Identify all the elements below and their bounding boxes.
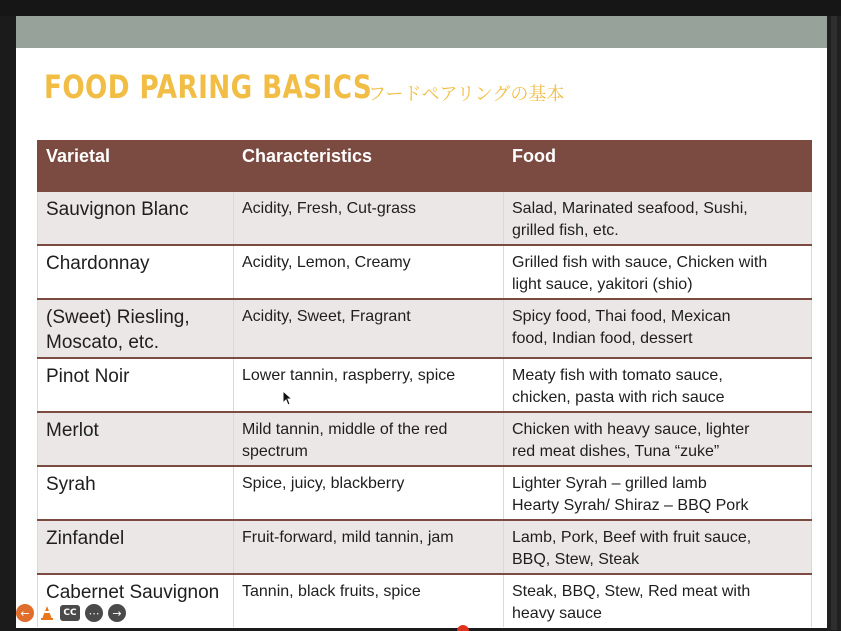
cone-icon[interactable] [39, 604, 55, 622]
characteristics-cell: Spice, juicy, blackberry [234, 466, 504, 520]
table-row [38, 358, 812, 412]
varietal-cell: Syrah [38, 466, 234, 520]
food-line: Spicy food, Thai food, Mexican [512, 308, 731, 325]
food-line: Hearty Syrah/ Shiraz – BBQ Pork [512, 497, 749, 514]
food-line: Salad, Marinated seafood, Sushi, [512, 200, 748, 217]
slide [16, 16, 827, 628]
food-cell [504, 191, 812, 245]
arrow-right-icon: → [112, 606, 122, 620]
varietal-cell: Zinfandel [38, 520, 234, 574]
next-slide-button[interactable] [108, 604, 126, 622]
pairing-table [37, 140, 812, 627]
characteristics-cell: Lower tannin, raspberry, spice [234, 358, 504, 412]
slide-title: FOOD PARING BASICS [44, 68, 373, 106]
header-food: Food [504, 140, 812, 191]
varietal-cell: Chardonnay [38, 245, 234, 299]
table-row [38, 520, 812, 574]
characteristics-cell: Fruit-forward, mild tannin, jam [234, 520, 504, 574]
scrollbar-thumb[interactable] [831, 16, 837, 630]
table-header-row [38, 140, 812, 191]
food-cell [504, 245, 812, 299]
table-row [38, 412, 812, 466]
arrow-left-icon: ← [20, 606, 30, 620]
food-line: chicken, pasta with rich sauce [512, 389, 725, 406]
more-icon: ⋯ [88, 606, 100, 620]
food-line: red meat dishes, Tuna “zuke” [512, 443, 720, 460]
header-varietal: Varietal [38, 140, 234, 191]
food-line: BBQ, Stew, Steak [512, 551, 640, 568]
previous-slide-button[interactable] [16, 604, 34, 622]
window-top-bar [0, 0, 841, 16]
characteristics-cell: Acidity, Sweet, Fragrant [234, 299, 504, 358]
table-row [38, 299, 812, 358]
slide-subtitle: フードペアリングの基本 [368, 84, 565, 105]
food-line: light sauce, yakitori (shio) [512, 276, 693, 293]
table-row [38, 191, 812, 245]
food-line: Chicken with heavy sauce, lighter [512, 421, 750, 438]
food-cell [504, 574, 812, 627]
varietal-cell: (Sweet) Riesling, Moscato, etc. [38, 299, 234, 358]
table-row [38, 245, 812, 299]
table-row [38, 574, 812, 627]
food-line: Lamb, Pork, Beef with fruit sauce, [512, 529, 752, 546]
slide-header-band [16, 16, 827, 48]
scrollbar[interactable] [827, 16, 841, 630]
food-line: heavy sauce [512, 605, 602, 622]
food-line: food, Indian food, dessert [512, 330, 693, 347]
player-controls [16, 602, 126, 624]
more-options-button[interactable] [85, 604, 103, 622]
characteristics-cell: Mild tannin, middle of the red spectrum [234, 412, 504, 466]
varietal-cell: Merlot [38, 412, 234, 466]
varietal-cell: Pinot Noir [38, 358, 234, 412]
food-line: Grilled fish with sauce, Chicken with [512, 254, 768, 271]
food-cell [504, 299, 812, 358]
food-cell [504, 412, 812, 466]
captions-button[interactable]: CC [60, 605, 80, 621]
food-cell [504, 520, 812, 574]
varietal-cell: Sauvignon Blanc [38, 191, 234, 245]
food-line: Lighter Syrah – grilled lamb [512, 475, 707, 492]
food-cell [504, 466, 812, 520]
characteristics-cell: Acidity, Fresh, Cut-grass [234, 191, 504, 245]
mouse-cursor-icon [282, 390, 294, 406]
varietal-cell: Cabernet Sauvignon [38, 574, 234, 627]
food-cell [504, 358, 812, 412]
recording-indicator [457, 625, 469, 631]
characteristics-cell: Acidity, Lemon, Creamy [234, 245, 504, 299]
food-line: Meaty fish with tomato sauce, [512, 367, 723, 384]
header-characteristics: Characteristics [234, 140, 504, 191]
food-line: Steak, BBQ, Stew, Red meat with [512, 583, 751, 600]
characteristics-cell: Tannin, black fruits, spice [234, 574, 504, 627]
table-row [38, 466, 812, 520]
food-line: grilled fish, etc. [512, 222, 619, 239]
